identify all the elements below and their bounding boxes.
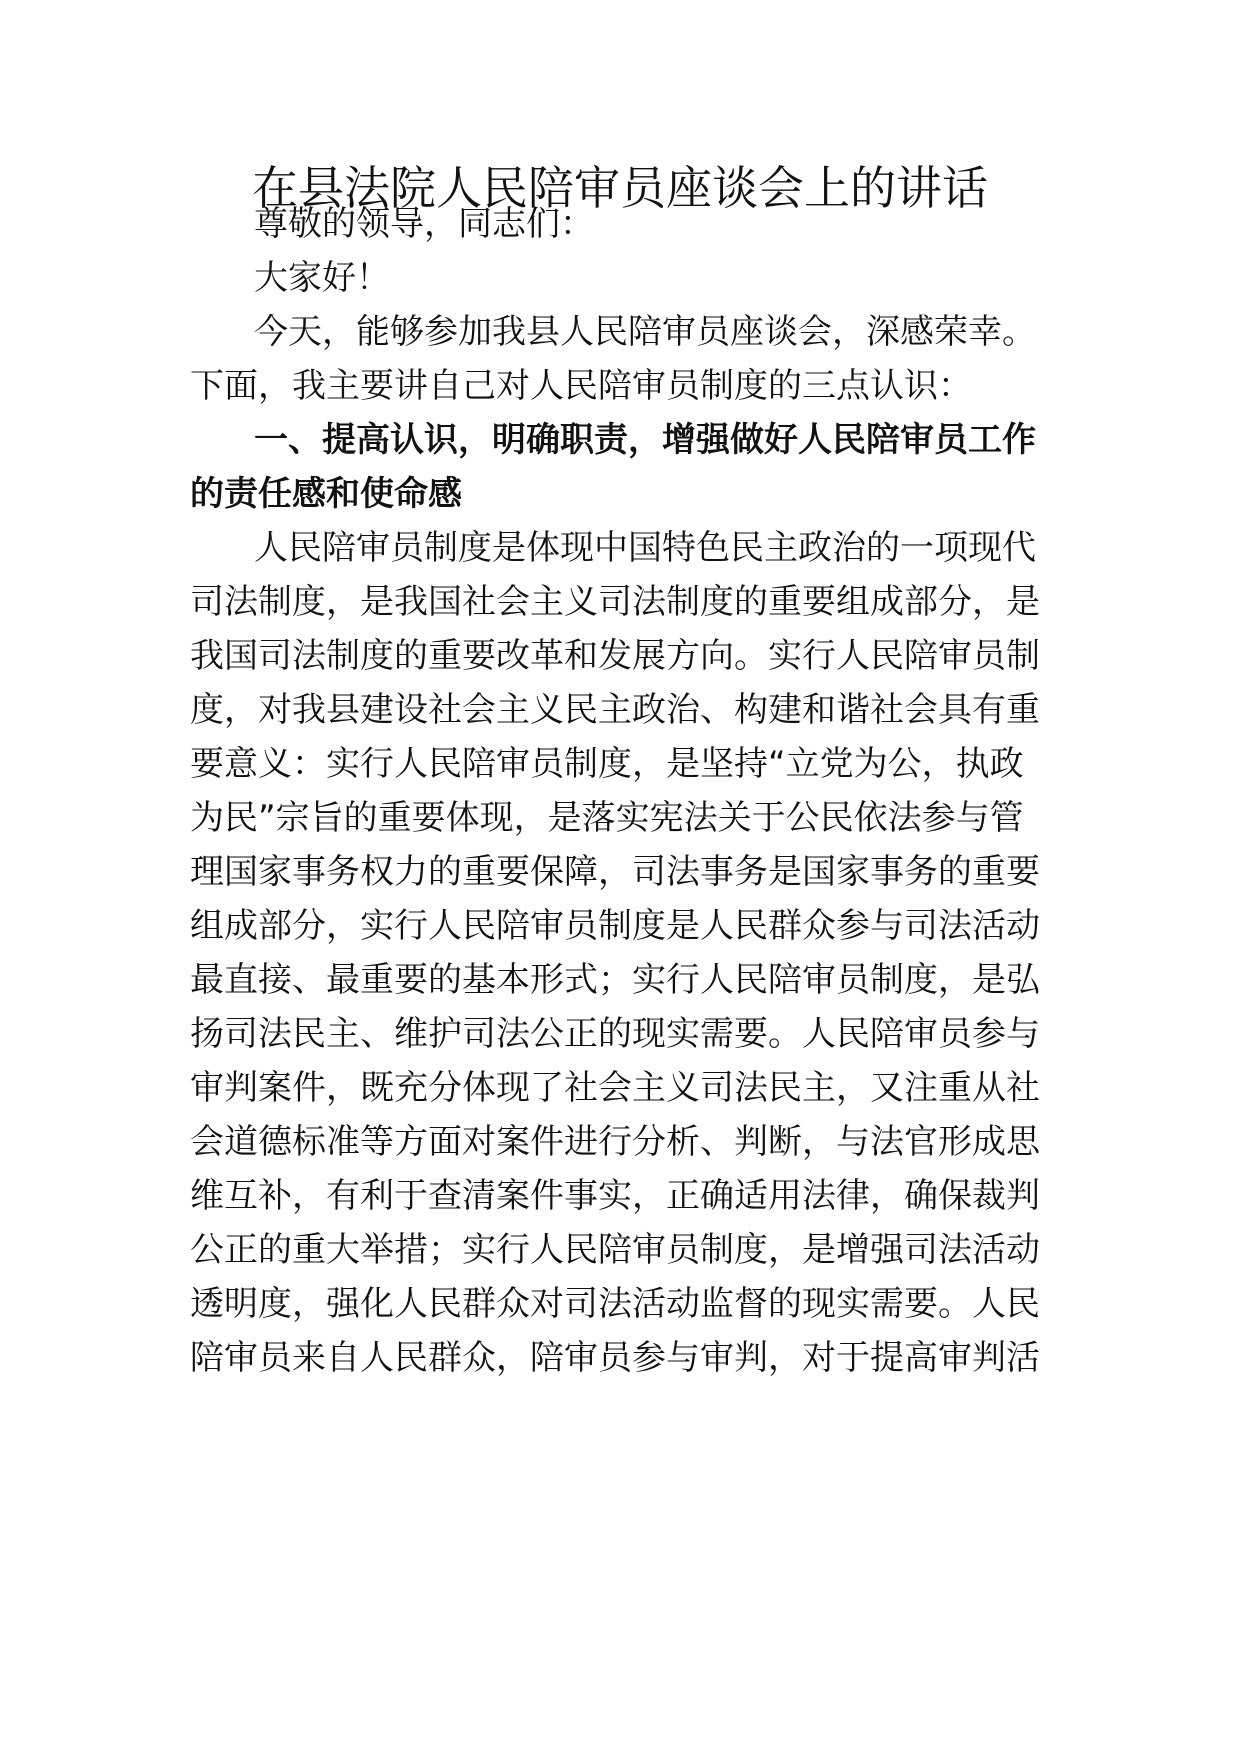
paragraph-line: 今天，能够参加我县人民陪审员座谈会，深感荣幸。: [254, 312, 1036, 352]
paragraph-line: 透明度，强化人民群众对司法活动监督的现实需要。人民: [190, 1284, 1040, 1324]
paragraph-line: 最直接、最重要的基本形式；实行人民陪审员制度，是弘: [190, 960, 1040, 1000]
paragraph-line: 人民陪审员制度是体现中国特色民主政治的一项现代: [254, 528, 1036, 568]
paragraph-line: 会道德标准等方面对案件进行分析、判断，与法官形成思: [190, 1122, 1040, 1162]
paragraph-line: 审判案件，既充分体现了社会主义司法民主，又注重从社: [190, 1068, 1040, 1108]
paragraph-line: 司法制度，是我国社会主义司法制度的重要组成部分，是: [190, 582, 1040, 622]
section-heading-line: 一、提高认识，明确职责，增强做好人民陪审员工作: [254, 420, 1036, 460]
paragraph-line: 陪审员来自人民群众，陪审员参与审判，对于提高审判活: [190, 1338, 1040, 1378]
paragraph-line: 要意义：实行人民陪审员制度，是坚持“立党为公，执政: [190, 744, 1024, 784]
paragraph-line: 我国司法制度的重要改革和发展方向。实行人民陪审员制: [190, 636, 1040, 676]
document-title: 在县法院人民陪审员座谈会上的讲话: [252, 161, 988, 215]
paragraph-line: 下面，我主要讲自己对人民陪审员制度的三点认识：: [190, 366, 972, 406]
section-heading-line: 的责任感和使命感: [190, 474, 462, 514]
salutation-line: 尊敬的领导，同志们：: [254, 204, 594, 244]
paragraph-line: 维互补，有利于查清案件事实，正确适用法律，确保裁判: [190, 1176, 1040, 1216]
paragraph-line: 理国家事务权力的重要保障，司法事务是国家事务的重要: [190, 852, 1040, 892]
paragraph-line: 度，对我县建设社会主义民主政治、构建和谐社会具有重: [190, 690, 1040, 730]
paragraph-line: 扬司法民主、维护司法公正的现实需要。人民陪审员参与: [190, 1014, 1040, 1054]
paragraph-line: 公正的重大举措；实行人民陪审员制度，是增强司法活动: [190, 1230, 1040, 1270]
paragraph-line: 组成部分，实行人民陪审员制度是人民群众参与司法活动: [190, 906, 1040, 946]
paragraph-line: 为民”宗旨的重要体现，是落实宪法关于公民依法参与管: [190, 798, 1024, 838]
greeting-line: 大家好！: [254, 258, 390, 298]
